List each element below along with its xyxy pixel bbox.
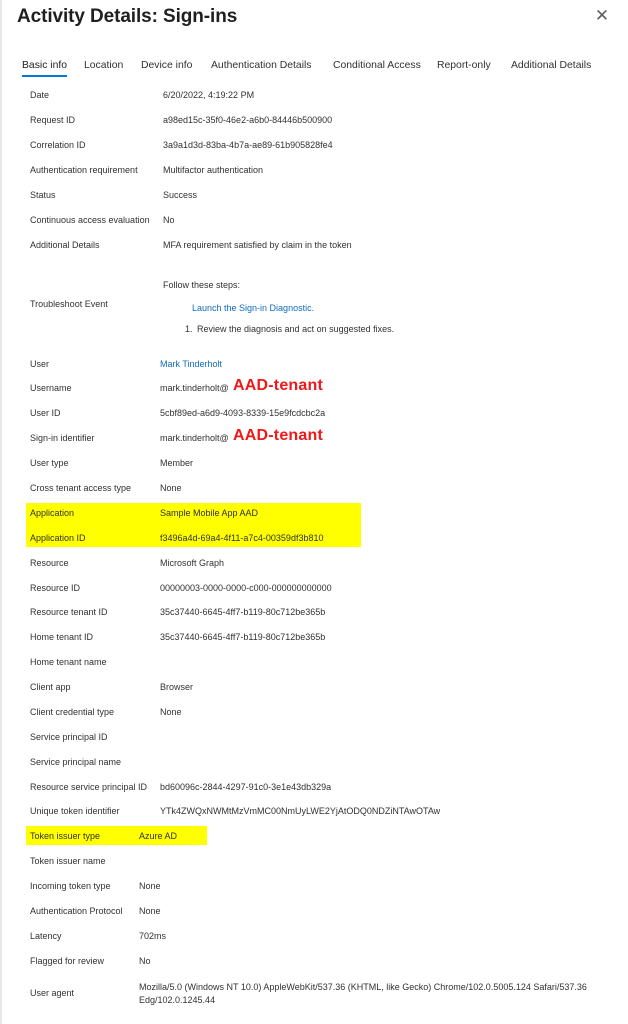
username-label: Username xyxy=(30,383,72,393)
request-id-label: Request ID xyxy=(30,115,76,125)
signin-identifier-value: mark.tinderholt@ xyxy=(160,433,229,443)
auth-protocol-label: Authentication Protocol xyxy=(30,906,123,916)
row-unique-token-id xyxy=(0,806,628,828)
flagged-value: No xyxy=(139,956,151,966)
row-client-app xyxy=(0,682,628,704)
close-icon[interactable]: ✕ xyxy=(594,6,610,25)
incoming-token-type-value: None xyxy=(139,881,161,891)
user-agent-line-2: Edg/102.0.1245.44 xyxy=(139,995,216,1005)
request-id-value: a98ed15c-35f0-46e2-a6b0-84446b500900 xyxy=(163,115,333,125)
row-service-principal-id xyxy=(0,732,628,754)
unique-token-id-label: Unique token identifier xyxy=(30,806,120,816)
unique-token-id-value: YTk4ZWQxNWMtMzVmMC00NmUyLWE2YjAtODQ0NDZiNTAwOTAw xyxy=(160,806,441,816)
user-link[interactable]: Mark Tinderholt xyxy=(160,359,223,369)
row-home-tenant-id xyxy=(0,632,628,654)
token-issuer-type-label: Token issuer type xyxy=(30,831,101,841)
row-resource-id xyxy=(0,583,628,605)
sign-in-diagnostic-link[interactable]: Launch the Sign-in Diagnostic. xyxy=(192,303,315,313)
application-id-value: f3496a4d-69a4-4f11-a7c4-00359df3b810 xyxy=(160,533,324,543)
username-value: mark.tinderholt@ xyxy=(160,383,229,393)
cross-tenant-value: None xyxy=(160,483,182,493)
correlation-id-label: Correlation ID xyxy=(30,140,86,150)
service-principal-id-label: Service principal ID xyxy=(30,732,108,742)
resource-id-label: Resource ID xyxy=(30,583,81,593)
panel-title: Activity Details: Sign-ins xyxy=(17,6,238,27)
row-signin-identifier xyxy=(0,427,628,455)
user-label: User xyxy=(30,359,50,369)
resource-sp-id-label: Resource service principal ID xyxy=(30,782,148,792)
additional-details-label: Additional Details xyxy=(30,240,100,250)
cae-value: No xyxy=(163,215,175,225)
token-issuer-name-label: Token issuer name xyxy=(30,856,106,866)
auth-requirement-value: Multifactor authentication xyxy=(163,165,264,175)
tab-location[interactable]: Location xyxy=(84,60,124,71)
auth-requirement-label: Authentication requirement xyxy=(30,165,138,175)
redaction-stamp: AAD-tenant xyxy=(233,377,323,394)
row-application xyxy=(0,508,628,530)
application-value: Sample Mobile App AAD xyxy=(160,508,259,518)
row-token-issuer-name xyxy=(0,856,628,878)
date-value: 6/20/2022, 4:19:22 PM xyxy=(163,90,255,100)
correlation-id-value: 3a9a1d3d-83ba-4b7a-ae89-61b905828fe4 xyxy=(163,140,333,150)
row-incoming-token-type xyxy=(0,881,628,903)
resource-label: Resource xyxy=(30,558,69,568)
home-tenant-name-label: Home tenant name xyxy=(30,657,107,667)
row-user-type xyxy=(0,458,628,480)
user-agent-label: User agent xyxy=(30,988,75,998)
row-additional-details xyxy=(0,240,628,262)
resource-value: Microsoft Graph xyxy=(160,558,225,568)
user-id-label: User ID xyxy=(30,408,61,418)
resource-tenant-id-value: 35c37440-6645-4ff7-b119-80c712be365b xyxy=(160,607,326,617)
troubleshoot-label: Troubleshoot Event xyxy=(30,299,108,309)
client-app-value: Browser xyxy=(160,682,194,692)
tab-report-only[interactable]: Report-only xyxy=(437,60,491,71)
row-resource xyxy=(0,558,628,580)
cae-label: Continuous access evaluation xyxy=(30,215,150,225)
incoming-token-type-label: Incoming token type xyxy=(30,881,111,891)
date-label: Date xyxy=(30,90,50,100)
row-date xyxy=(0,90,628,112)
user-type-label: User type xyxy=(30,458,69,468)
application-id-label: Application ID xyxy=(30,533,86,543)
row-username xyxy=(0,377,628,405)
row-service-principal-name xyxy=(0,757,628,779)
troubleshoot-step: Review the diagnosis and act on suggested fixes. xyxy=(197,324,395,334)
service-principal-name-label: Service principal name xyxy=(30,757,122,767)
row-auth-protocol xyxy=(0,906,628,928)
row-resource-tenant-id xyxy=(0,607,628,629)
home-tenant-id-label: Home tenant ID xyxy=(30,632,94,642)
row-cae xyxy=(0,215,628,237)
row-auth-requirement xyxy=(0,165,628,187)
user-type-value: Member xyxy=(160,458,194,468)
row-home-tenant-name xyxy=(0,657,628,679)
client-credential-type-value: None xyxy=(160,707,182,717)
row-flagged xyxy=(0,956,628,978)
signin-identifier-label: Sign-in identifier xyxy=(30,433,95,443)
additional-details-value: MFA requirement satisfied by claim in the token xyxy=(163,240,352,250)
row-request-id xyxy=(0,115,628,137)
tab-authentication-details[interactable]: Authentication Details xyxy=(211,60,312,71)
tab-basic-info[interactable]: Basic info xyxy=(22,60,68,71)
tab-additional-details[interactable]: Additional Details xyxy=(511,60,592,71)
troubleshoot-intro: Follow these steps: xyxy=(163,280,241,290)
tab-device-info[interactable]: Device info xyxy=(141,60,193,71)
auth-protocol-value: None xyxy=(139,906,161,916)
client-app-label: Client app xyxy=(30,682,71,692)
row-application-id xyxy=(0,533,628,555)
row-client-credential-type xyxy=(0,707,628,729)
redaction-stamp: AAD-tenant xyxy=(233,427,323,444)
row-status xyxy=(0,190,628,212)
tab-conditional-access[interactable]: Conditional Access xyxy=(333,60,421,71)
troubleshoot-step-number: 1. xyxy=(185,324,193,334)
row-correlation-id xyxy=(0,140,628,162)
flagged-label: Flagged for review xyxy=(30,956,105,966)
latency-label: Latency xyxy=(30,931,62,941)
user-id-value: 5cbf89ed-a6d9-4093-8339-15e9fcdcbc2a xyxy=(160,408,326,418)
home-tenant-id-value: 35c37440-6645-4ff7-b119-80c712be365b xyxy=(160,632,326,642)
resource-sp-id-value: bd60096c-2844-4297-91c0-3e1e43db329a xyxy=(160,782,332,792)
row-latency xyxy=(0,931,628,953)
status-label: Status xyxy=(30,190,56,200)
client-credential-type-label: Client credential type xyxy=(30,707,115,717)
status-value: Success xyxy=(163,190,198,200)
token-issuer-type-value: Azure AD xyxy=(139,831,178,841)
row-cross-tenant xyxy=(0,483,628,505)
resource-tenant-id-label: Resource tenant ID xyxy=(30,607,108,617)
user-agent-line-1: Mozilla/5.0 (Windows NT 10.0) AppleWebKit/537.36 (KHTML, like Gecko) Chrome/102.0.5005.124 Safari/537.36 xyxy=(139,982,587,992)
tab-bar xyxy=(22,60,622,80)
row-token-issuer-type xyxy=(0,831,628,853)
latency-value: 702ms xyxy=(139,931,167,941)
application-label: Application xyxy=(30,508,75,518)
row-resource-sp-id xyxy=(0,782,628,804)
resource-id-value: 00000003-0000-0000-c000-000000000000 xyxy=(160,583,332,593)
cross-tenant-label: Cross tenant access type xyxy=(30,483,132,493)
